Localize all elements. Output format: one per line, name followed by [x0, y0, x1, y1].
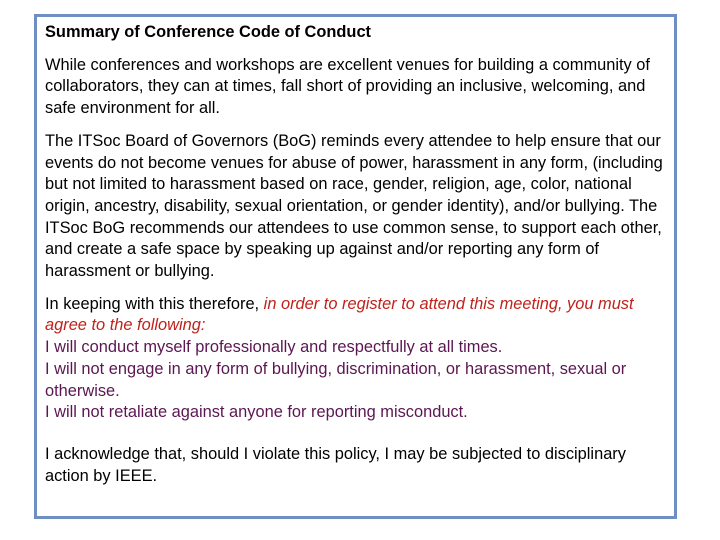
registration-requirement: in order to register to attend this meeting, you must agree to the following: — [45, 294, 634, 335]
pledge-item: I will not engage in any form of bullying, discrimination, or harassment, sexual or otherwise. — [45, 359, 627, 400]
code-of-conduct-summary — [45, 22, 673, 498]
intro-paragraph: While conferences and workshops are excellent venues for building a community of collaborators, they can at times, fall short of providing an inclusive, welcoming, and safe environment for all. — [45, 55, 650, 118]
pledge-item: I will not retaliate against anyone for reporting misconduct. — [45, 403, 468, 422]
bog-paragraph: The ITSoc Board of Governors (BoG) reminds every attendee to help ensure that our events do not become venues for abuse of power, harassment in any form, (including but not limited to harassment based on race, gender, religion, age, color, national origin, ancestry, disability, sexual orientation, or gender identity), and/or bullying. The ITSoc BoG recommends our attendees to use common sense, to support each other, and create a safe space by speaking up against and/or reporting any form of harassment or bullying. — [45, 131, 663, 281]
pledge-item: I will conduct myself professionally and respectfully at all times. — [45, 338, 503, 357]
agreement-intro: In keeping with this therefore, — [45, 294, 264, 313]
agreement-paragraph — [45, 294, 673, 424]
document-title: Summary of Conference Code of Conduct — [45, 23, 372, 41]
acknowledgement-paragraph: I acknowledge that, should I violate this policy, I may be subjected to disciplinary action by IEEE. — [45, 444, 626, 485]
